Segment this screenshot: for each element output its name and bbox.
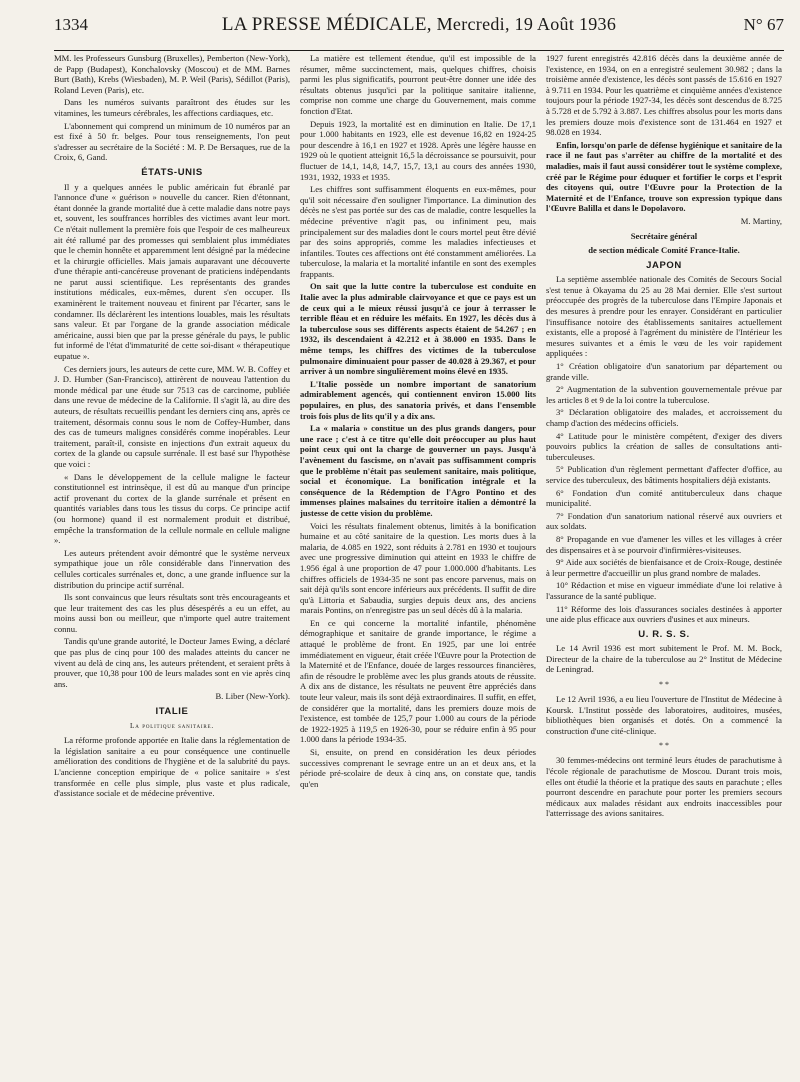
paragraph: L'abonnement qui comprend un minimum de 10 numéros par an est fixé à 50 fr. belges. Pour tous renseignements, l'on peut s'adresser au secrétaire de la Société : M. P. De Bersaques, rue de la Croix, 6, Gand. [54,120,290,163]
paragraph: Le 14 Avril 1936 est mort subitement le Prof. M. M. Bock, Directeur de la chaire de la tuberculose au 2° Institut de Médecine de Leningrad. [546,643,782,675]
author-signature: M. Martiny, [740,215,782,226]
paragraph: Les chiffres sont suffisamment éloquents en eux-mêmes, pour qu'il soit nécessaire d'en souligner l'importance. La diminution des décès ne s'est pas portée sur des cas de maladie, contre lesquelles la médecine préventive n'agit pas, ou infiniment peu, mais principalement sur des maladies dont le cours mortel peut être dévié par des soins appropriés, comme les maladies infectieuses et infantiles. Toutes ces affections ont été constamment améliorées. La tuberculose, la malaria et la mortalité infantile en sont des exemples frappants. [300,184,536,279]
page-header [54,14,784,51]
journal-title [222,14,616,36]
issue-number: N° 67 [743,15,784,34]
paragraph: Ils sont convaincus que leurs résultats sont très encourageants et que leur traitement des cas les plus désespérés a eu un effet, au moins aussi bon ou meilleur, que n'importe quel autre traitement connu. [54,592,290,634]
paragraph: Si, ensuite, on prend en considération les deux périodes successives comprenant le sevrage entre un an et deux ans, et la période pré-scolaire de deux à cinq ans, on constate que, tandis qu'en [300,747,536,789]
list-item: 2° Augmentation de la subvention gouvernementale prévue par les articles 8 et 9 de la loi contre la tuberculose. [546,384,782,405]
paragraph: Les auteurs prétendent avoir démontré que le système nerveux sympathique joue un rôle considérable dans l'innervation des cellules corticales surrénales et, donc, a une grande influence sur la distribution du principe actif surrénal. [54,547,290,590]
paragraph-bold: On sait que la lutte contre la tuberculose est conduite en Italie avec la plus admirable clairvoyance et que ce pays est un de ceux qui a le mieux réussi jusqu'à ce jour à terrasser le terrible fléau et en réduire les méfaits. En 1927, les décès dus à la tuberculose sous ses différents aspects étaient de 54.267 ; en 1932, ils descendaient à 42.212 et à 38.000 en 1935. Dans le même temps, les chiffres des victimes de la tuberculose pulmonaire diminuaient pour passer de 40.028 à 29.367, et pour arriver à un nombre singulièrement moins élevé en 1935. [300,281,536,377]
list-item: 10° Rédaction et mise en vigueur immédiate d'une loi relative à l'assurance de la santé publique. [546,580,782,601]
author-affiliation: de section médicale Comité France-Italie. [588,245,740,256]
paragraph: Depuis 1923, la mortalité est en diminution en Italie. De 17,1 pour 1.000 habitants en 1923, elle est devenue 16,82 en 1924-25 pour descendre à 16,1 en 1927 et 1928. Après une légère hausse en 1929 où le quotient atteignit 16,5 la décroissance se poursuivit, pour fluctuer de 14,1, 14,8, 14,7, 15,7, 13,1 au cours des années 1930, 1931, 1932, 1933 et 1935. [300,118,536,182]
list-item: 3° Déclaration obligatoire des malades, et accroissement du champ d'action des médecins officiels. [546,407,782,428]
section-separator-stars: * * [659,741,669,751]
paragraph-bold: L'Italie possède un nombre important de sanatorium admirablement agencés, qui contiennent environ 15.000 lits populaires, en plus, des sanatoria privés, et dans l'ensemble trois fois plus de lits qu'il y a dix ans. [300,378,536,421]
paragraph: En ce qui concerne la mortalité infantile, phénomène démographique et sanitaire de grande importance, le régime a attaqué le problème de front. En 1925, par une loi entrée immédiatement en vigueur, était créée l'Œuvre pour la Protection de la Maternité et de l'Enfance, douée de larges ressources financières, afin de résoudre le problème avec les plus grands atouts de réussite. A dix ans de distance, les résultats ne peuvent être appréciés dans toute leur valeur, mais ils sont déjà extraordinaires. Il suffit, en effet, de considérer que la mortalité, dans les premiers douze mois de l'existence, est tombée de 125,7 pour 1.000 au cours de la période de 1922-1925 à 119,5 en 1926-30, pour se réduire enfin à 95 pour 1.000 dans la période 1934-35. [300,617,536,745]
paragraph: Le 12 Avril 1936, a eu lieu l'ouverture de l'Institut de Médecine à Koursk. L'Institut possède des laboratoires, auditoires, musées, bibliothèques bien organisés et dotés. On a commencé la construction d'une cité-clinique. [546,694,782,736]
quote-paragraph: « Dans le développement de la cellule maligne le facteur constitutionnel est intrinsèque, il est dû au manque d'un principe actif provenant du cortex de la glande surrénale et présent en quantités variables dans tous les tissus du corps. Ce principe actif (ou hormone) quand il est normalement produit et distribué, empêche la transformation de la cellule normale en cellule maligne ». [54,471,290,546]
list-item: 6° Fondation d'un comité antituberculeux dans chaque municipalité. [546,487,782,509]
paragraph: Dans les numéros suivants paraîtront des études sur les vitamines, les tumeurs cérébrales, les affections cardiaques, etc. [54,97,290,118]
section-heading-urss: U. R. S. S. [638,628,690,640]
paragraph: Tandis qu'une grande autorité, le Docteur James Ewing, a déclaré que pas plus de cinq pour 100 des malades atteints du cancer ne vivent au delà de cinq ans, les auteurs prétendent, et seraient prêts à prouver, que 10,38 pour 100 de leurs malades sont en vie après cinq ans. [54,636,290,689]
article-columns [54,53,784,1073]
paragraph: Il y a quelques années le public américain fut ébranlé par l'annonce d'une « guérison » nouvelle du cancer. Rien d'étonnant, étant donnée la grande mortalité due à cette maladie dans notre pays et, souvent, les souffrances horribles des victimes avant leur mort. Ce n'était nullement la première fois que l'espoir de ces malheureux ait été rallumé par des promesses qui semblaient plus immédiates que le chemin honnête et apparemment lent désigné par la médecine et la chirurgie officielles. Mais jamais auparavant une découverte d'une thérapie anti-cancéreuse provenant de praticiens indépendants ne parut aussi scientifique. Les représentants des grandes institutions médicales, eux-mêmes, durent s'en occuper. Ils examinèrent le traitement nouveau et finirent par l'écarter, sans le condamner. Ils déclarèrent les intentions louables, mais les résultats sans valeur. Et par l'organe de la grande association médicale américaine, aussi bien que par la presse générale du pays, le public fut informé de l'état d'immaturité de cette soi-disant « thérapeutique eupatue ». [54,181,290,362]
page-number: 1334 [54,15,88,34]
issue-date: Mercredi, 19 Août 1936 [436,14,617,34]
list-item: 11° Réforme des lois d'assurances sociales destinées à apporter une aide plus efficace aux ouvriers d'usines et aux mineurs. [546,603,782,625]
paragraph: Voici les résultats finalement obtenus, limités à la bonification humaine et au côté sanitaire de la question. Les morts dues à la malaria, de 4.085 en 1922, sont réduits à 2.781 en 1930 et toujours avec une progressive diminution qui atteint en 1933 le chiffre de 1.956 égal à une proportion de 47 pour 1.000.000 d'habitants. Les chiffres officiels de 1934-35 ne sont pas encore parvenus, mais on sait déjà qu'ils sont encore inférieurs aux précédents. Il suffit de dire qu'à Littoria et Sabaudia, surgies depuis deux ans, des anciens marais Pontins, on n'enregistre pas un seul décès dû à la malaria. [300,520,536,616]
list-item: 5° Publication d'un règlement permettant d'affecter d'office, au service des tuberculeux, des bâtiments hospitaliers déjà existants. [546,464,782,485]
section-separator-stars: * * [659,680,669,690]
list-item: 8° Propagande en vue d'amener les villes et les villages à créer des dispensaires et à se pourvoir d'infirmières-visiteuses. [546,533,782,555]
paragraph: 1927 furent enregistrés 42.816 décès dans la deuxième année de l'existence, en 1934, on en a enregistré seulement 30.982 ; dans la troisième année d'existence, les décès sont passés de 15.616 en 1927 à 9.711 en 1934. Pour les quatrième et cinquième années d'existence toujours pour la période 1927-34, les décès sont descendus de 8.725 à 5.728 et de 5.792 à 3.887. Les chiffres absolus pour les morts dans les premiers douze mois d'existence sont de 131.464 en 1927 et 98.028 en 1934. [546,53,782,138]
paragraph: 30 femmes-médecins ont terminé leurs études de parachutisme à l'école régionale de parachutisme de Moscou. Durant trois mois, elles ont étudié la théorie et la pratique des sauts en parachute ; elles pourront descendre en parachute pour porter les premiers secours médicaux aux malades résidant aux endroits inaccessibles pour l'atterrissage des avions sanitaires. [546,755,782,819]
section-heading-japan: JAPON [646,259,682,271]
column-1 [54,53,290,1073]
paragraph: MM. les Professeurs Gunsburg (Bruxelles), Pemberton (New-York), de Papp (Budapest), Konchalovsky (Moscou) et de MM. Barnes Burt (Bath), Krebs (Wiesbaden), M. P. Weil (Paris), Sédillot (Paris), Roland Leven (Paris), etc. [54,53,290,95]
list-item: 7° Fondation d'un sanatorium national réservé aux ouvriers et aux soldats. [546,510,782,532]
paragraph: La septième assemblée nationale des Comités de Secours Social s'est tenue à Okayama du 25 au 28 Mai dernier. Elle s'est surtout préoccupée des progrès de la tuberculose dans l'Empire Japonais et des mesures à prendre pour les enrayer. Considérant en particulier l'insuffisance notoire des établissements sanitaires actuellement existants, elle a proposé à l'agrément du ministère de l'Intérieur les mesures suivantes et a émis le vœu de les voir rapidement appliquées : [546,274,782,359]
author-signature: B. Liber (New-York). [215,691,290,702]
paragraph: Ces derniers jours, les auteurs de cette cure, MM. W. B. Coffey et J. D. Humber (San-Francisco), attirèrent de nouveau l'attention du monde médical par une étude sur 7513 cas de carcinome, publiée dans une revue de médecine de la Californie. Il s'agit là, au dire des auteurs, de résultats recueillis pendant les derniers cinq ans, après ce traitement, désormais connu sous le nom de Coffey-Humber, dans des cas de tumeurs malignes considérés comme inopérables. Leur traitement, paraît-il, consiste en injections d'un extrait aqueux du cortex de la glande ou capsule surrénale. Il est basé sur l'hypothèse que voici : [54,363,290,469]
column-3 [546,53,782,1073]
author-title: Secrétaire général [630,230,698,241]
paragraph-bold: Enfin, lorsqu'on parle de défense hygiénique et sanitaire de la race il ne faut pas s'arrêter au chiffre de la mortalité et des maladies, mais il faut aussi considérer tout le système complexe, créé par le Régime pour éduquer et fortifier le corps et l'esprit des citoyens qui, outre l'Œuvre pour la Protection de la Maternité et de l'Enfance, trouve son expression typique dans l'Œuvre Balilla et dans le Dopolavoro. [546,139,782,214]
list-item: 1° Création obligatoire d'un sanatorium par département ou grande ville. [546,361,782,382]
paragraph: La matière est tellement étendue, qu'il est impossible de la résumer, même succinctement, mais, quelques chiffres, choisis parmi les plus significatifs, pourront peut-être donner une idée des résultats obtenus jusqu'ici par la politique sanitaire italienne, comprise non comme une charge du Gouvernement, mais comme fonction d'Etat. [300,53,536,116]
section-heading-usa: ÉTATS-UNIS [141,166,203,178]
paragraph: La réforme profonde apportée en Italie dans la réglementation de la législation sanitaire a eu pour conséquence une continuelle amélioration des conditions de l'hygiène et de la salubrité du pays. L'ancienne conception empirique de « police sanitaire » s'est transformée en celle plus simple, plus vaste et plus radicale, d'assistance sociale et de médecine préventive. [54,735,290,799]
journal-name: LA PRESSE MÉDICALE, [221,14,432,35]
paragraph-bold: La « malaria » constitue un des plus grands dangers, pour une race ; c'est à ce titre qu'elle doit préoccuper au plus haut point ceux qui ont la charge de gouverner un pays. Jusqu'à l'avènement du fascisme, on n'avait pas suffisamment compris que le problème n'était pas seulement sanitaire, mais politique, social et économique. La bonification intégrale et la conséquence de la Rédemption de l'Agro Pontino et des immenses plaines malsaines du territoire italien a démontré la justesse de cette vision du problème. [300,423,536,518]
section-heading-italy: ITALIE [155,706,189,718]
column-2 [300,53,536,1073]
list-item: 4° Latitude pour le ministère compétent, d'exiger des divers pouvoirs publics la création de salles de consultations anti-tuberculeuses. [546,430,782,462]
subsection-heading: La politique sanitaire. [130,721,214,730]
list-item: 9° Aide aux sociétés de bienfaisance et de Croix-Rouge, destinée à leur permettre d'accueillir un plus grand nombre de malades. [546,557,782,578]
